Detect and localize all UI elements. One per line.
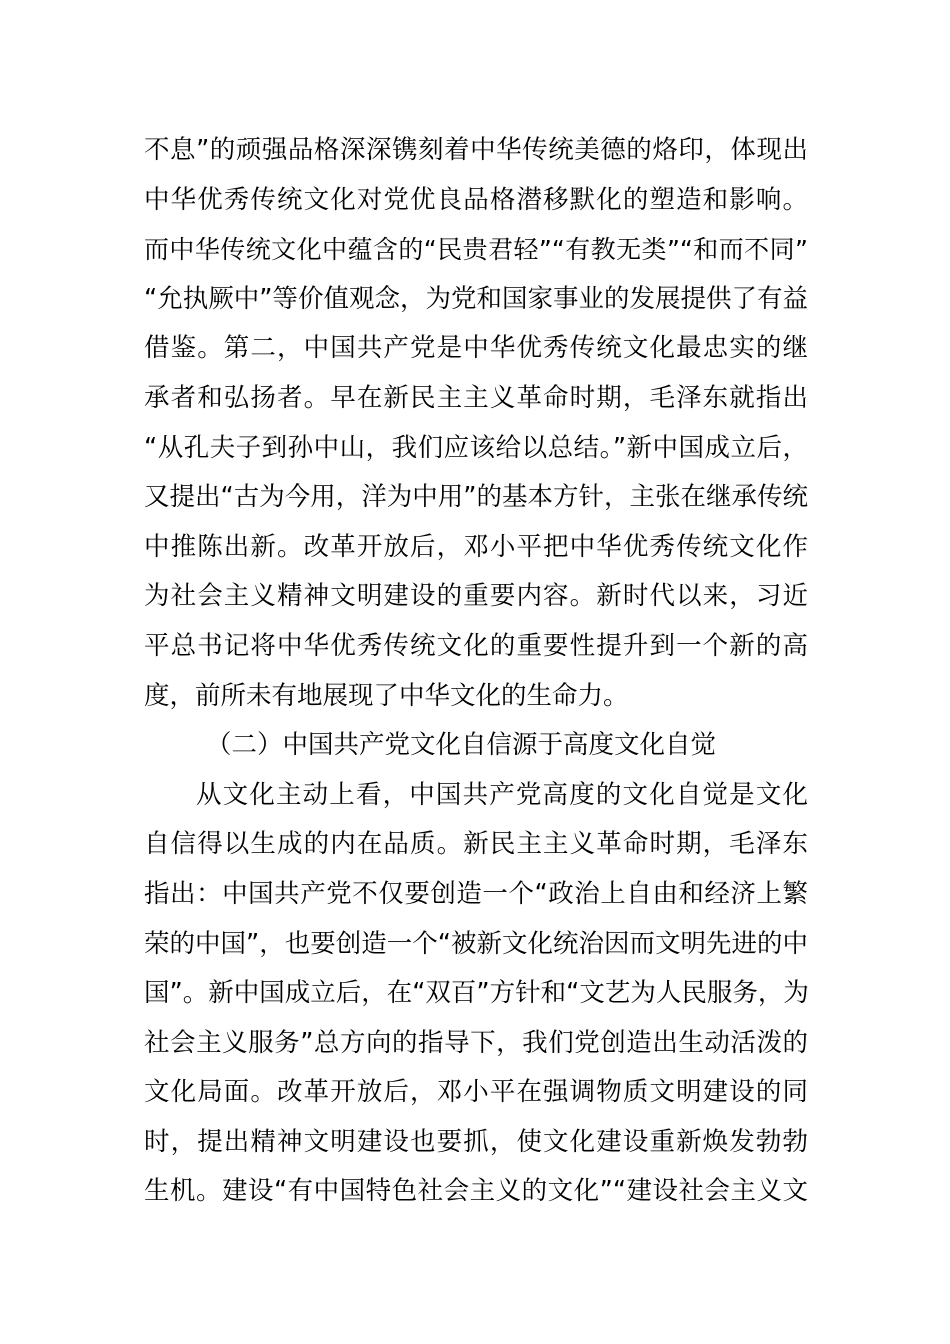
paragraph-line: “从孔夫子到孙中山，我们应该给以总结。”新中国成立后， [144, 432, 808, 463]
paragraph-line: 又提出“古为今用，洋为中用”的基本方针，主张在继承传统 [144, 482, 808, 513]
paragraph-line: 承者和弘扬者。早在新民主主义革命时期，毛泽东就指出 [144, 382, 808, 413]
paragraph-line: 指出：中国共产党不仅要创造一个“政治上自由和经济上繁 [144, 878, 808, 909]
document-body [144, 126, 808, 1217]
paragraph-line: 中推陈出新。改革开放后，邓小平把中华优秀传统文化作 [144, 531, 808, 562]
paragraph-line: 为社会主义精神文明建设的重要内容。新时代以来，习近 [144, 581, 808, 612]
paragraph-line: 生机。建设“有中国特色社会主义的文化”“建设社会主义文 [144, 1176, 808, 1207]
paragraph-line: 时，提出精神文明建设也要抓，使文化建设重新焕发勃勃 [144, 1126, 808, 1157]
paragraph-line: 荣的中国”，也要创造一个“被新文化统治因而文明先进的中 [144, 928, 808, 959]
paragraph-line: 社会主义服务”总方向的指导下，我们党创造出生动活泼的 [144, 1027, 808, 1058]
paragraph-line: 从文化主动上看，中国共产党高度的文化自觉是文化 [196, 779, 808, 810]
paragraph-line: 度，前所未有地展现了中华文化的生命力。 [144, 680, 629, 711]
section-heading: （二）中国共产党文化自信源于高度文化自觉 [206, 730, 717, 761]
paragraph-line: “允执厥中”等价值观念，为党和国家事业的发展提供了有益 [144, 283, 808, 314]
paragraph-line: 自信得以生成的内在品质。新民主主义革命时期，毛泽东 [144, 829, 808, 860]
paragraph-line: 而中华传统文化中蕴含的“民贵君轻”“有教无类”“和而不同” [144, 235, 808, 265]
paragraph-line: 中华优秀传统文化对党优良品格潜移默化的塑造和影响。 [144, 184, 808, 215]
paragraph-line: 不息”的顽强品格深深镌刻着中华传统美德的烙印，体现出 [144, 135, 808, 165]
paragraph-line: 国”。新中国成立后，在“双百”方针和“文艺为人民服务，为 [144, 978, 809, 1009]
paragraph-line: 借鉴。第二，中国共产党是中华优秀传统文化最忠实的继 [144, 333, 808, 364]
paragraph-line: 平总书记将中华优秀传统文化的重要性提升到一个新的高 [144, 630, 808, 661]
paragraph-line: 文化局面。改革开放后，邓小平在强调物质文明建设的同 [144, 1077, 808, 1108]
